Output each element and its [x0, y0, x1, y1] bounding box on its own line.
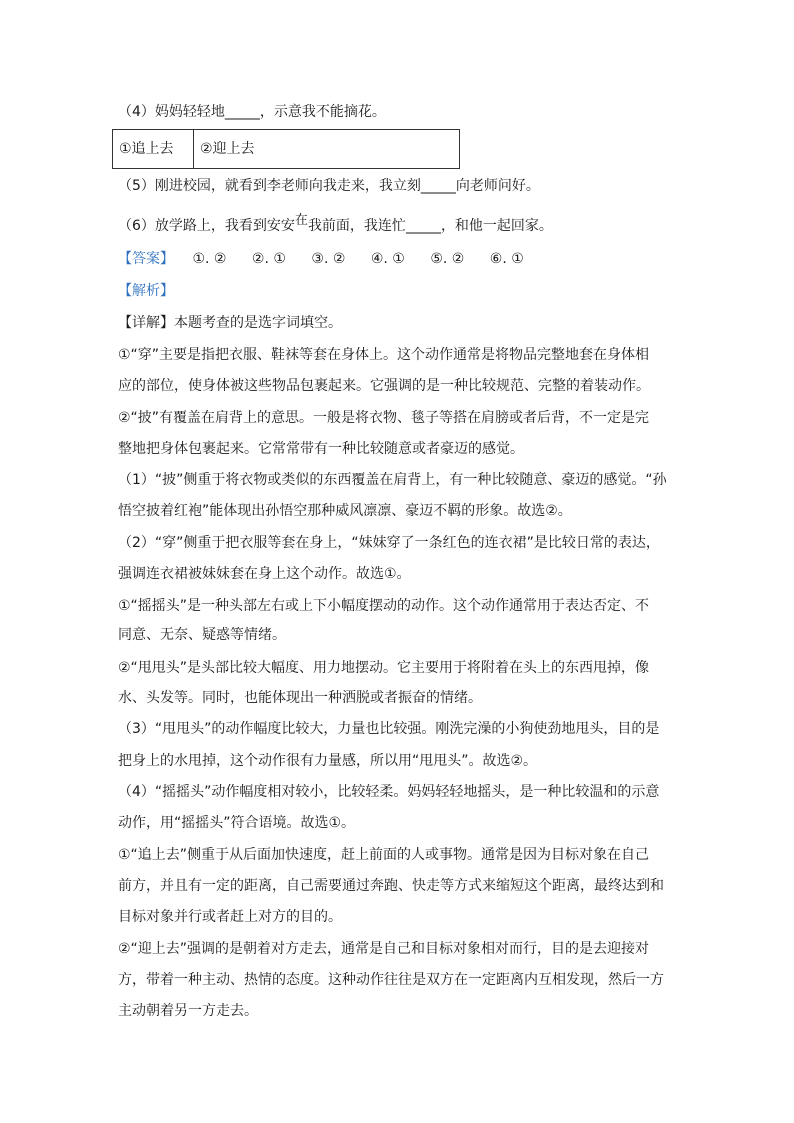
- answer-item: ⑥. ①: [489, 251, 524, 267]
- question-4-blank: _____: [224, 104, 260, 120]
- question-4: [118, 102, 386, 122]
- paragraph-line: ②“甩甩头”是头部比较大幅度、用力地摆动。它主要用于将附着在头上的东西甩掉，像: [118, 660, 650, 676]
- paragraph-line: 强调连衣裙被妹妹套在身上这个动作。故选①。: [118, 566, 411, 582]
- paragraph-line: 把身上的水甩掉，这个动作很有力量感，所以用“甩甩头”。故选②。: [118, 753, 538, 769]
- question-6-blank: _____: [405, 218, 441, 234]
- paragraph-line: 主动朝着另一方走去。: [118, 1003, 258, 1019]
- paragraph-line: （1）“披”侧重于将衣物或类似的东西覆盖在肩背上，有一种比较随意、豪迈的感觉。“孙: [118, 472, 667, 488]
- answer-label: 【答案】: [118, 251, 174, 267]
- question-5-suffix: 向老师问好。: [455, 178, 540, 194]
- question-5-prefix: （5）刚进校园，就看到李老师向我走来，我立刻: [118, 178, 421, 194]
- paragraph-line: （4）“摇摇头”动作幅度相对较小，比较轻柔。妈妈轻轻地摇头，是一种比较温和的示意: [118, 784, 660, 800]
- answer-item: ⑤. ②: [430, 251, 465, 267]
- paragraph-line: ①“摇摇头”是一种头部左右或上下小幅度摆动的动作。这个动作通常用于表达否定、不: [118, 598, 650, 614]
- question-4-prefix: （4）妈妈轻轻地: [118, 104, 225, 120]
- question-4-suffix: ，示意我不能摘花。: [259, 104, 386, 120]
- answer-item: ②. ①: [251, 251, 286, 267]
- paragraph-line: ①“穿”主要是指把衣服、鞋袜等套在身体上。这个动作通常是将物品完整地套在身体相: [118, 347, 650, 363]
- paragraph-line: 整地把身体包裹起来。它常常带有一种比较随意或者豪迈的感觉。: [118, 441, 524, 457]
- option-1-cell: ①追上去: [113, 130, 194, 169]
- question-5-blank: _____: [420, 178, 456, 194]
- answer-item: ①. ②: [192, 251, 227, 267]
- options-table: [112, 129, 460, 169]
- paragraph-line: 应的部位，使身体被这些物品包裹起来。它强调的是一种比较规范、完整的着装动作。: [118, 378, 650, 394]
- paragraph-line: 【详解】本题考查的是选字词填空。: [118, 315, 342, 331]
- paragraph-line: （2）“穿”侧重于把衣服等套在身上，“妹妹穿了一条红色的连衣裙”是比较日常的表达，: [118, 535, 660, 551]
- question-6: [118, 213, 553, 237]
- paragraph-line: 悟空披着红袍”能体现出孙悟空那种威风凛凛、豪迈不羁的形象。故选②。: [118, 503, 572, 519]
- question-6-raised-char: 在: [294, 213, 308, 228]
- question-6-prefix: （6）放学路上，我看到安安: [118, 218, 295, 234]
- question-6-suffix: ，和他一起回家。: [440, 218, 553, 234]
- answer-row: [118, 249, 545, 269]
- answer-item: ④. ①: [370, 251, 405, 267]
- paragraph-line: 前方，并且有一定的距离，自己需要通过奔跑、快走等方式来缩短这个距离，最终达到和: [118, 878, 664, 894]
- question-5: [118, 176, 540, 196]
- question-6-middle: 我前面，我连忙: [307, 218, 406, 234]
- analysis-label: 【解析】: [118, 283, 174, 299]
- paragraph-line: 方，带着一种主动、热情的态度。这种动作往往是双方在一定距离内互相发现，然后一方: [118, 972, 664, 988]
- paragraph-line: ①“追上去”侧重于从后面加快速度，赶上前面的人或事物。通常是因为目标对象在自己: [118, 847, 650, 863]
- paragraph-line: 同意、无奈、疑惑等情绪。: [118, 627, 286, 643]
- paragraph-line: 目标对象并行或者赶上对方的目的。: [118, 909, 342, 925]
- paragraph-line: ②“披”有覆盖在肩背上的意思。一般是将衣物、毯子等搭在肩膀或者后背，不一定是完: [118, 410, 650, 426]
- paragraph-line: 水、头发等。同时，也能体现出一种洒脱或者振奋的情绪。: [118, 690, 482, 706]
- paragraph-line: ②“迎上去”强调的是朝着对方走去，通常是自己和目标对象相对而行，目的是去迎接对: [118, 941, 650, 957]
- answer-item: ③. ②: [311, 251, 346, 267]
- paragraph-line: 动作，用“摇摇头”符合语境。故选①。: [118, 815, 356, 831]
- option-2-cell: ②迎上去: [194, 130, 460, 169]
- paragraph-line: （3）“甩甩头”的动作幅度比较大，力量也比较强。刚洗完澡的小狗使劲地甩头，目的是: [118, 721, 660, 737]
